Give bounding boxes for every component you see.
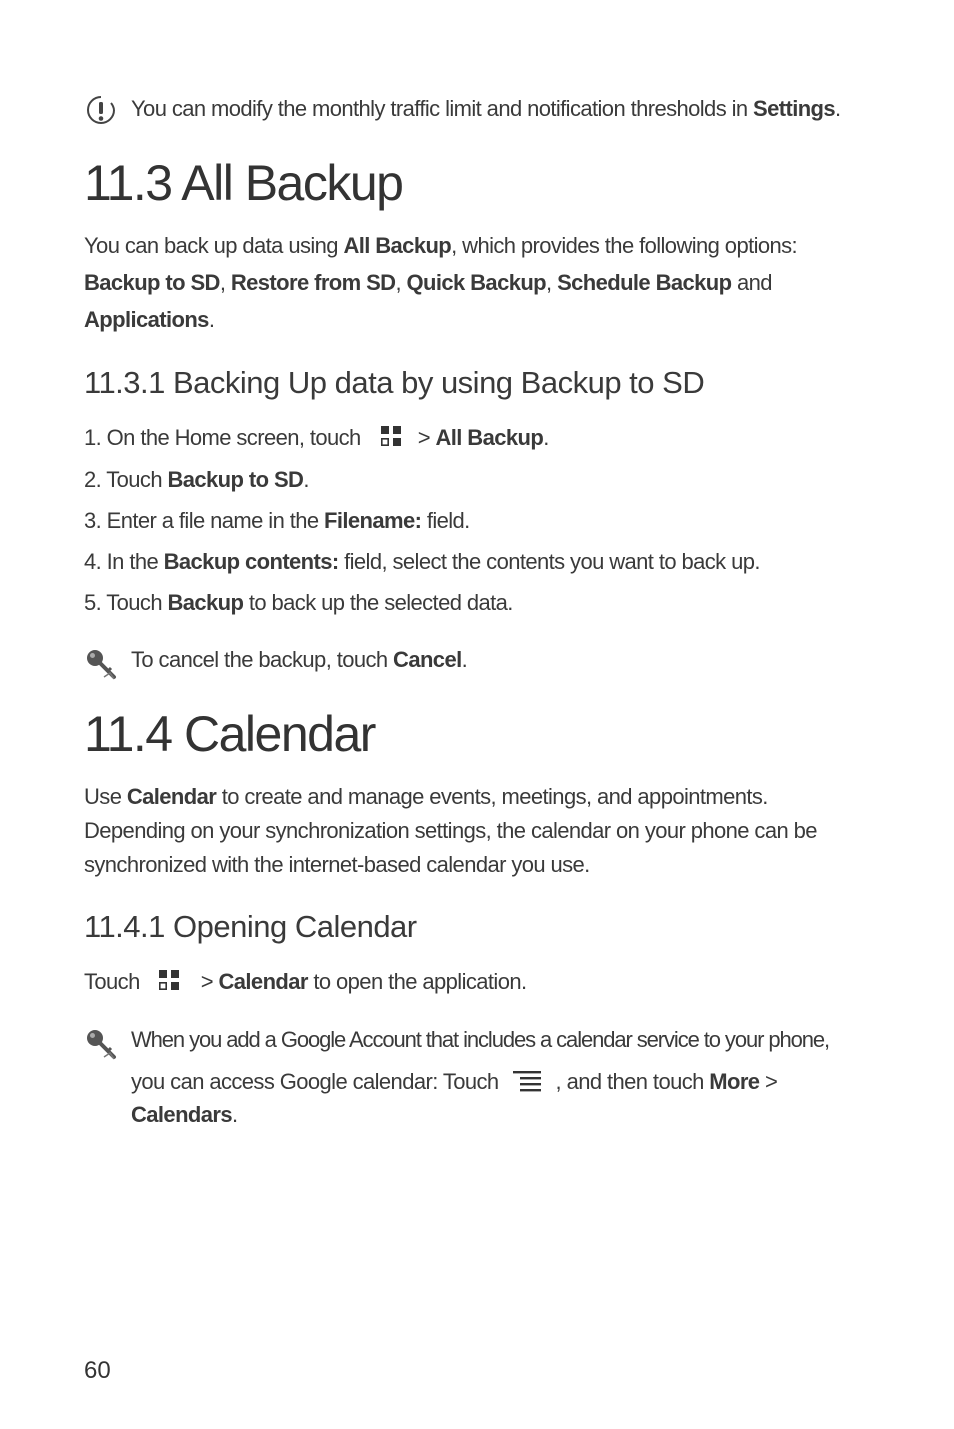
step-text: > [195,969,219,994]
option-applications: Applications [84,307,209,332]
tip-calendars-bold: Calendars [131,1102,232,1127]
exclamation-note-icon [85,94,117,126]
open-calendar-step [84,969,526,995]
tip-text: , and then touch [550,1069,710,1094]
step-backup-to-sd-bold: Backup to SD [167,467,304,492]
step-filename-bold: Filename: [324,508,422,533]
step-all-backup-bold: All Backup [435,425,544,450]
tip-text: . [461,647,468,672]
separator: , [219,270,231,295]
tip-text: you can access Google calendar: Touch [131,1069,505,1094]
tip-text: . [231,1102,238,1127]
separator: , [546,270,558,295]
option-quick-backup: Quick Backup [406,270,547,295]
step-text: 3. Enter a file name in the [84,508,325,533]
step-backup-contents-bold: Backup contents: [163,549,339,574]
step-2 [84,467,309,493]
intro-all-backup-bold: All Backup [343,233,452,258]
calendar-intro-line3: synchronized with the internet-based calendar you use. [84,852,590,877]
step-text: > [412,425,436,450]
note-text-end: . [835,96,841,121]
step-1 [84,425,549,451]
step-text: Touch [84,969,146,994]
tip-cancel-bold: Cancel [393,647,462,672]
apps-grid-icon [366,424,412,450]
step-text: to open the application. [307,969,527,994]
separator: , [395,270,407,295]
all-backup-intro-line2 [84,270,772,296]
step-text: . [543,425,549,450]
all-backup-intro-line3 [84,307,214,333]
subsection-title-opening-calendar: 11.4.1 Opening Calendar [84,909,417,944]
all-backup-intro-line1 [84,233,797,259]
step-text: 2. Touch [84,467,168,492]
tip-key-icon [84,1026,120,1062]
step-text: to back up the selected data. [243,590,513,615]
section-title-all-backup: 11.3 All Backup [84,155,403,211]
intro-text: Use [84,784,127,809]
tip-google-calendar-line1: When you add a Google Account that includes a calendar service to your phone, [131,1027,830,1052]
step-text: field, select the contents you want to back up. [338,549,760,574]
step-text: 5. Touch [84,590,168,615]
page-number: 60 [84,1357,111,1384]
tip-more-bold: More [709,1069,760,1094]
tip-google-calendar-line2 [131,1069,777,1095]
intro-end: . [208,307,215,332]
step-text: 1. On the Home screen, touch [84,425,367,450]
tip-text: > [759,1069,778,1094]
apps-grid-icon [145,968,195,994]
note-traffic-limit [131,96,841,122]
intro-text: You can back up data using [84,233,344,258]
step-backup-bold: Backup [167,590,244,615]
intro-text: and [731,270,772,295]
step-text: field. [421,508,470,533]
subsection-title-backup-to-sd: 11.3.1 Backing Up data by using Backup to SD [84,365,705,400]
option-backup-to-sd: Backup to SD [84,270,220,295]
intro-text: to create and manage events, meetings, and appointments. [216,784,768,809]
note-text: You can modify the monthly traffic limit and notification thresholds in [131,96,754,121]
note-settings-bold: Settings [753,96,836,121]
tip-cancel-backup [131,647,467,673]
calendar-intro-line1 [84,784,768,810]
intro-text: , which provides the following options: [451,233,798,258]
tip-text: To cancel the backup, touch [131,647,394,672]
section-title-calendar: 11.4 Calendar [84,706,375,762]
tip-key-icon [84,646,120,682]
step-text: . [303,467,309,492]
menu-icon [504,1068,550,1094]
step-3 [84,508,470,534]
step-calendar-bold: Calendar [218,969,308,994]
calendar-intro-line2: Depending on your synchronization settings, the calendar on your phone can be [84,818,817,843]
option-schedule-backup: Schedule Backup [557,270,732,295]
step-4 [84,549,760,575]
step-text: 4. In the [84,549,164,574]
tip-google-calendar-line3 [131,1102,238,1128]
step-5 [84,590,513,616]
option-restore-from-sd: Restore from SD [230,270,396,295]
intro-calendar-bold: Calendar [126,784,217,809]
